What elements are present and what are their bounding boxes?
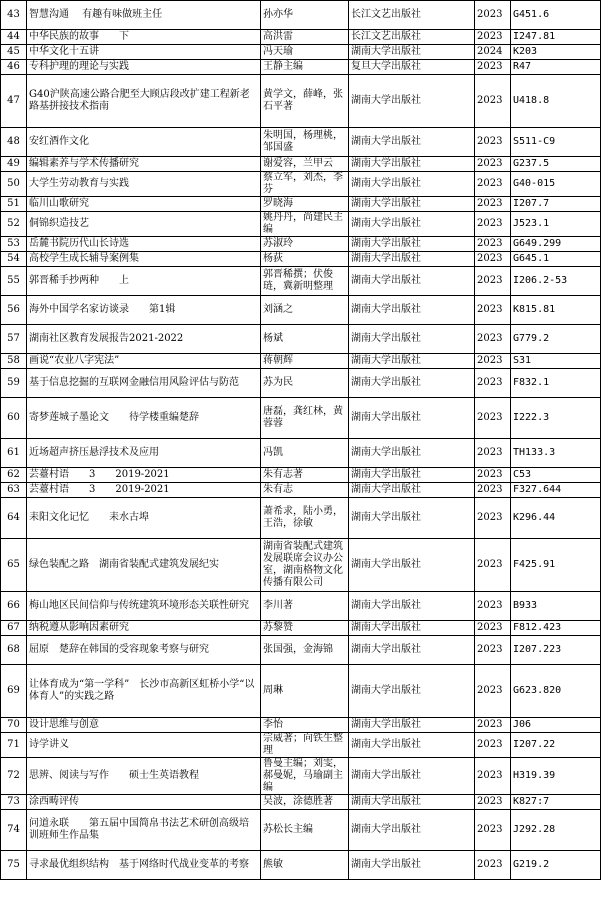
publication-year: 2023 — [475, 483, 511, 498]
book-author: 姚丹丹，尚建民主编 — [261, 212, 349, 237]
call-number: G623.820 — [511, 665, 601, 718]
call-number: U418.8 — [511, 75, 601, 128]
book-publisher: 湖南大学出版社 — [349, 197, 475, 212]
call-number: C53 — [511, 468, 601, 483]
publication-year: 2023 — [475, 439, 511, 468]
call-number: F812.423 — [511, 621, 601, 636]
row-number: 64 — [1, 498, 27, 539]
publication-year: 2023 — [475, 539, 511, 592]
publication-year: 2023 — [475, 60, 511, 75]
book-author: 冯天瑜 — [261, 45, 349, 60]
table-row — [1, 30, 601, 45]
table-row — [1, 439, 601, 468]
book-author: 冯凯 — [261, 439, 349, 468]
call-number: B933 — [511, 592, 601, 621]
publication-year: 2023 — [475, 128, 511, 157]
book-author: 苏松长主编 — [261, 810, 349, 851]
book-publisher: 湖南大学出版社 — [349, 851, 475, 880]
book-publisher: 湖南大学出版社 — [349, 369, 475, 398]
publication-year: 2023 — [475, 252, 511, 267]
row-number: 63 — [1, 483, 27, 498]
book-publisher: 湖南大学出版社 — [349, 665, 475, 718]
call-number: F832.1 — [511, 369, 601, 398]
book-author: 苏淑玲 — [261, 237, 349, 252]
book-publisher: 湖南大学出版社 — [349, 758, 475, 795]
table-row — [1, 1, 601, 30]
book-author: 蒋朝辉 — [261, 354, 349, 369]
publication-year: 2023 — [475, 325, 511, 354]
book-publisher: 湖南大学出版社 — [349, 498, 475, 539]
row-number: 47 — [1, 75, 27, 128]
book-author: 杨荻 — [261, 252, 349, 267]
publication-year: 2023 — [475, 468, 511, 483]
book-title: 编辑素养与学术传播研究 — [27, 157, 261, 172]
publication-year: 2023 — [475, 157, 511, 172]
book-title: 问道永联 第五届中国简帛书法艺术研创高级培训班师生作品集 — [27, 810, 261, 851]
call-number: I207.223 — [511, 636, 601, 665]
publication-year: 2023 — [475, 592, 511, 621]
book-title: 高校学生成长辅导案例集 — [27, 252, 261, 267]
book-title: 智慧沟通 有趣有味做班主任 — [27, 1, 261, 30]
book-publisher: 湖南大学出版社 — [349, 718, 475, 733]
book-title: G40沪陕高速公路合肥至大顾店段改扩建工程新老路基拼接技术指南 — [27, 75, 261, 128]
publication-year: 2023 — [475, 795, 511, 810]
row-number: 67 — [1, 621, 27, 636]
row-number: 44 — [1, 30, 27, 45]
table-row — [1, 60, 601, 75]
book-author: 萧希求，陆小勇，王浩，徐敏 — [261, 498, 349, 539]
row-number: 59 — [1, 369, 27, 398]
row-number: 71 — [1, 733, 27, 758]
book-publisher: 湖南大学出版社 — [349, 636, 475, 665]
book-author: 吴波，涂德胜著 — [261, 795, 349, 810]
book-publisher: 湖南大学出版社 — [349, 128, 475, 157]
call-number: G219.2 — [511, 851, 601, 880]
book-publisher: 长江文艺出版社 — [349, 1, 475, 30]
call-number: S31 — [511, 354, 601, 369]
book-author: 刘涵之 — [261, 296, 349, 325]
row-number: 69 — [1, 665, 27, 718]
publication-year: 2023 — [475, 810, 511, 851]
table-row — [1, 733, 601, 758]
table-row — [1, 851, 601, 880]
publication-year: 2023 — [475, 369, 511, 398]
row-number: 51 — [1, 197, 27, 212]
book-title: 芸薹村语 3 2019-2021 — [27, 468, 261, 483]
book-title: 岳麓书院历代山长诗选 — [27, 237, 261, 252]
table-row — [1, 621, 601, 636]
book-author: 黄学文，薛峰，张石平著 — [261, 75, 349, 128]
book-title: 绿色装配之路 湖南省装配式建筑发展纪实 — [27, 539, 261, 592]
book-author: 杨斌 — [261, 325, 349, 354]
book-publisher: 复旦大学出版社 — [349, 60, 475, 75]
publication-year: 2023 — [475, 733, 511, 758]
book-title: 芸薹村语 3 2019-2021 — [27, 483, 261, 498]
book-title: 涂西畴评传 — [27, 795, 261, 810]
call-number: J06 — [511, 718, 601, 733]
table-row — [1, 468, 601, 483]
row-number: 55 — [1, 267, 27, 296]
book-author: 苏黎赞 — [261, 621, 349, 636]
row-number: 65 — [1, 539, 27, 592]
publication-year: 2023 — [475, 172, 511, 197]
publication-year: 2023 — [475, 237, 511, 252]
publication-year: 2023 — [475, 498, 511, 539]
publication-year: 2023 — [475, 354, 511, 369]
row-number: 62 — [1, 468, 27, 483]
table-row — [1, 267, 601, 296]
book-title: 大学生劳动教育与实践 — [27, 172, 261, 197]
call-number: I222.3 — [511, 398, 601, 439]
book-title: 中华民族的故事 下 — [27, 30, 261, 45]
publication-year: 2023 — [475, 75, 511, 128]
table-row — [1, 810, 601, 851]
table-row — [1, 172, 601, 197]
table-row — [1, 539, 601, 592]
book-publisher: 湖南大学出版社 — [349, 252, 475, 267]
call-number: G40-015 — [511, 172, 601, 197]
table-row — [1, 75, 601, 128]
call-number: TH133.3 — [511, 439, 601, 468]
book-title: 临川山歌研究 — [27, 197, 261, 212]
call-number: G451.6 — [511, 1, 601, 30]
book-publisher: 湖南大学出版社 — [349, 468, 475, 483]
table-body — [1, 1, 601, 880]
row-number: 45 — [1, 45, 27, 60]
book-publisher: 湖南大学出版社 — [349, 212, 475, 237]
publication-year: 2023 — [475, 296, 511, 325]
table-row — [1, 758, 601, 795]
book-publisher: 湖南大学出版社 — [349, 539, 475, 592]
table-row — [1, 45, 601, 60]
book-title: 纳税遵从影响因素研究 — [27, 621, 261, 636]
book-publisher: 湖南大学出版社 — [349, 810, 475, 851]
book-publisher: 湖南大学出版社 — [349, 325, 475, 354]
row-number: 68 — [1, 636, 27, 665]
row-number: 43 — [1, 1, 27, 30]
table-row — [1, 592, 601, 621]
publication-year: 2023 — [475, 398, 511, 439]
book-author: 宗威著；向铁生整理 — [261, 733, 349, 758]
call-number: I207.7 — [511, 197, 601, 212]
book-title: 郭晋稀手抄两种 上 — [27, 267, 261, 296]
call-number: K815.81 — [511, 296, 601, 325]
book-author: 唐磊，龚红林，黄蓉蓉 — [261, 398, 349, 439]
book-author: 苏为民 — [261, 369, 349, 398]
table-row — [1, 718, 601, 733]
call-number: K296.44 — [511, 498, 601, 539]
row-number: 58 — [1, 354, 27, 369]
book-title: 基于信息挖掘的互联网金融信用风险评估与防范 — [27, 369, 261, 398]
row-number: 56 — [1, 296, 27, 325]
table-row — [1, 665, 601, 718]
call-number: I247.81 — [511, 30, 601, 45]
table-row — [1, 483, 601, 498]
publication-year: 2023 — [475, 212, 511, 237]
call-number: G237.5 — [511, 157, 601, 172]
book-author: 郭晋稀撰；伏俊琏，冀新明整理 — [261, 267, 349, 296]
book-publisher: 湖南大学出版社 — [349, 172, 475, 197]
book-publisher: 湖南大学出版社 — [349, 267, 475, 296]
book-title: 诗学讲义 — [27, 733, 261, 758]
table-row — [1, 498, 601, 539]
publication-year: 2023 — [475, 636, 511, 665]
publication-year: 2023 — [475, 718, 511, 733]
book-publisher: 湖南大学出版社 — [349, 354, 475, 369]
book-author: 孙亦华 — [261, 1, 349, 30]
call-number: J292.28 — [511, 810, 601, 851]
book-author: 熊敏 — [261, 851, 349, 880]
table-row — [1, 212, 601, 237]
row-number: 48 — [1, 128, 27, 157]
publication-year: 2023 — [475, 758, 511, 795]
call-number: F327.644 — [511, 483, 601, 498]
table-row — [1, 795, 601, 810]
table-row — [1, 354, 601, 369]
row-number: 73 — [1, 795, 27, 810]
row-number: 54 — [1, 252, 27, 267]
book-publisher: 长江文艺出版社 — [349, 30, 475, 45]
call-number: G645.1 — [511, 252, 601, 267]
book-title: 思辨、阅读与写作 硕士生英语教程 — [27, 758, 261, 795]
row-number: 70 — [1, 718, 27, 733]
book-title: 海外中国学名家访谈录 第1辑 — [27, 296, 261, 325]
book-title: 让体育成为“第一学科” 长沙市高新区虹桥小学“以体育人”的实践之路 — [27, 665, 261, 718]
publication-year: 2024 — [475, 45, 511, 60]
book-publisher: 湖南大学出版社 — [349, 45, 475, 60]
book-title: 耒阳文化记忆 耒水古埠 — [27, 498, 261, 539]
book-author: 朱有志著 — [261, 468, 349, 483]
row-number: 46 — [1, 60, 27, 75]
publication-year: 2023 — [475, 665, 511, 718]
table-row — [1, 325, 601, 354]
call-number: K827:7 — [511, 795, 601, 810]
publication-year: 2023 — [475, 851, 511, 880]
call-number: F425.91 — [511, 539, 601, 592]
book-title: 梅山地区民间信仰与传统建筑环境形态关联性研究 — [27, 592, 261, 621]
call-number: H319.39 — [511, 758, 601, 795]
book-publisher: 湖南大学出版社 — [349, 483, 475, 498]
call-number: I206.2-53 — [511, 267, 601, 296]
book-author: 鲁曼主编；刘雯，郝曼妮，马瑜副主编 — [261, 758, 349, 795]
book-title: 安红酒作文化 — [27, 128, 261, 157]
book-title: 屈原 楚辞在韩国的受容现象考察与研究 — [27, 636, 261, 665]
publication-year: 2023 — [475, 30, 511, 45]
book-author: 蔡立军，刘杰，李芬 — [261, 172, 349, 197]
publication-year: 2023 — [475, 197, 511, 212]
table-row — [1, 398, 601, 439]
row-number: 50 — [1, 172, 27, 197]
book-publisher: 湖南大学出版社 — [349, 296, 475, 325]
book-author: 高洪雷 — [261, 30, 349, 45]
publication-year: 2023 — [475, 1, 511, 30]
table-row — [1, 252, 601, 267]
row-number: 60 — [1, 398, 27, 439]
row-number: 66 — [1, 592, 27, 621]
book-publisher: 湖南大学出版社 — [349, 592, 475, 621]
call-number: J523.1 — [511, 212, 601, 237]
book-publisher: 湖南大学出版社 — [349, 733, 475, 758]
row-number: 61 — [1, 439, 27, 468]
table-row — [1, 369, 601, 398]
table-row — [1, 636, 601, 665]
call-number: S511-C9 — [511, 128, 601, 157]
call-number: G649.299 — [511, 237, 601, 252]
table-row — [1, 237, 601, 252]
book-publisher: 湖南大学出版社 — [349, 439, 475, 468]
call-number: I207.22 — [511, 733, 601, 758]
book-author: 张国强，金海锦 — [261, 636, 349, 665]
row-number: 53 — [1, 237, 27, 252]
table-row — [1, 197, 601, 212]
book-author: 李怡 — [261, 718, 349, 733]
table-row — [1, 296, 601, 325]
row-number: 49 — [1, 157, 27, 172]
book-author: 罗晓海 — [261, 197, 349, 212]
book-title: 设计思维与创意 — [27, 718, 261, 733]
book-title: 画说“农业八字宪法” — [27, 354, 261, 369]
book-title: 寄梦莲城子墨论文 待学楼重编楚辞 — [27, 398, 261, 439]
book-title: 寻求最优组织结构 基于网络时代战业变革的考察 — [27, 851, 261, 880]
row-number: 74 — [1, 810, 27, 851]
table-row — [1, 157, 601, 172]
call-number: K203 — [511, 45, 601, 60]
book-publisher: 湖南大学出版社 — [349, 157, 475, 172]
book-author: 谢爱容，兰甲云 — [261, 157, 349, 172]
book-publisher: 湖南大学出版社 — [349, 75, 475, 128]
book-author: 王静主编 — [261, 60, 349, 75]
publication-year: 2023 — [475, 621, 511, 636]
book-title: 近场超声挤压悬浮技术及应用 — [27, 439, 261, 468]
book-title: 侗锦织造技艺 — [27, 212, 261, 237]
book-title: 专科护理的理论与实践 — [27, 60, 261, 75]
book-author: 李川著 — [261, 592, 349, 621]
row-number: 75 — [1, 851, 27, 880]
book-publisher: 湖南大学出版社 — [349, 237, 475, 252]
row-number: 57 — [1, 325, 27, 354]
book-author: 朱有志 — [261, 483, 349, 498]
book-publisher: 湖南大学出版社 — [349, 795, 475, 810]
row-number: 52 — [1, 212, 27, 237]
book-title: 湖南社区教育发展报告2021-2022 — [27, 325, 261, 354]
call-number: R47 — [511, 60, 601, 75]
book-title: 中华文化十五讲 — [27, 45, 261, 60]
row-number: 72 — [1, 758, 27, 795]
book-publisher: 湖南大学出版社 — [349, 621, 475, 636]
call-number: G779.2 — [511, 325, 601, 354]
book-author: 湖南省装配式建筑发展联席会议办公室，湖南格物文化传播有限公司 — [261, 539, 349, 592]
book-author: 朱明国，杨理桃，邹国盛 — [261, 128, 349, 157]
book-author: 周琳 — [261, 665, 349, 718]
book-publisher: 湖南大学出版社 — [349, 398, 475, 439]
table-row — [1, 128, 601, 157]
publication-year: 2023 — [475, 267, 511, 296]
